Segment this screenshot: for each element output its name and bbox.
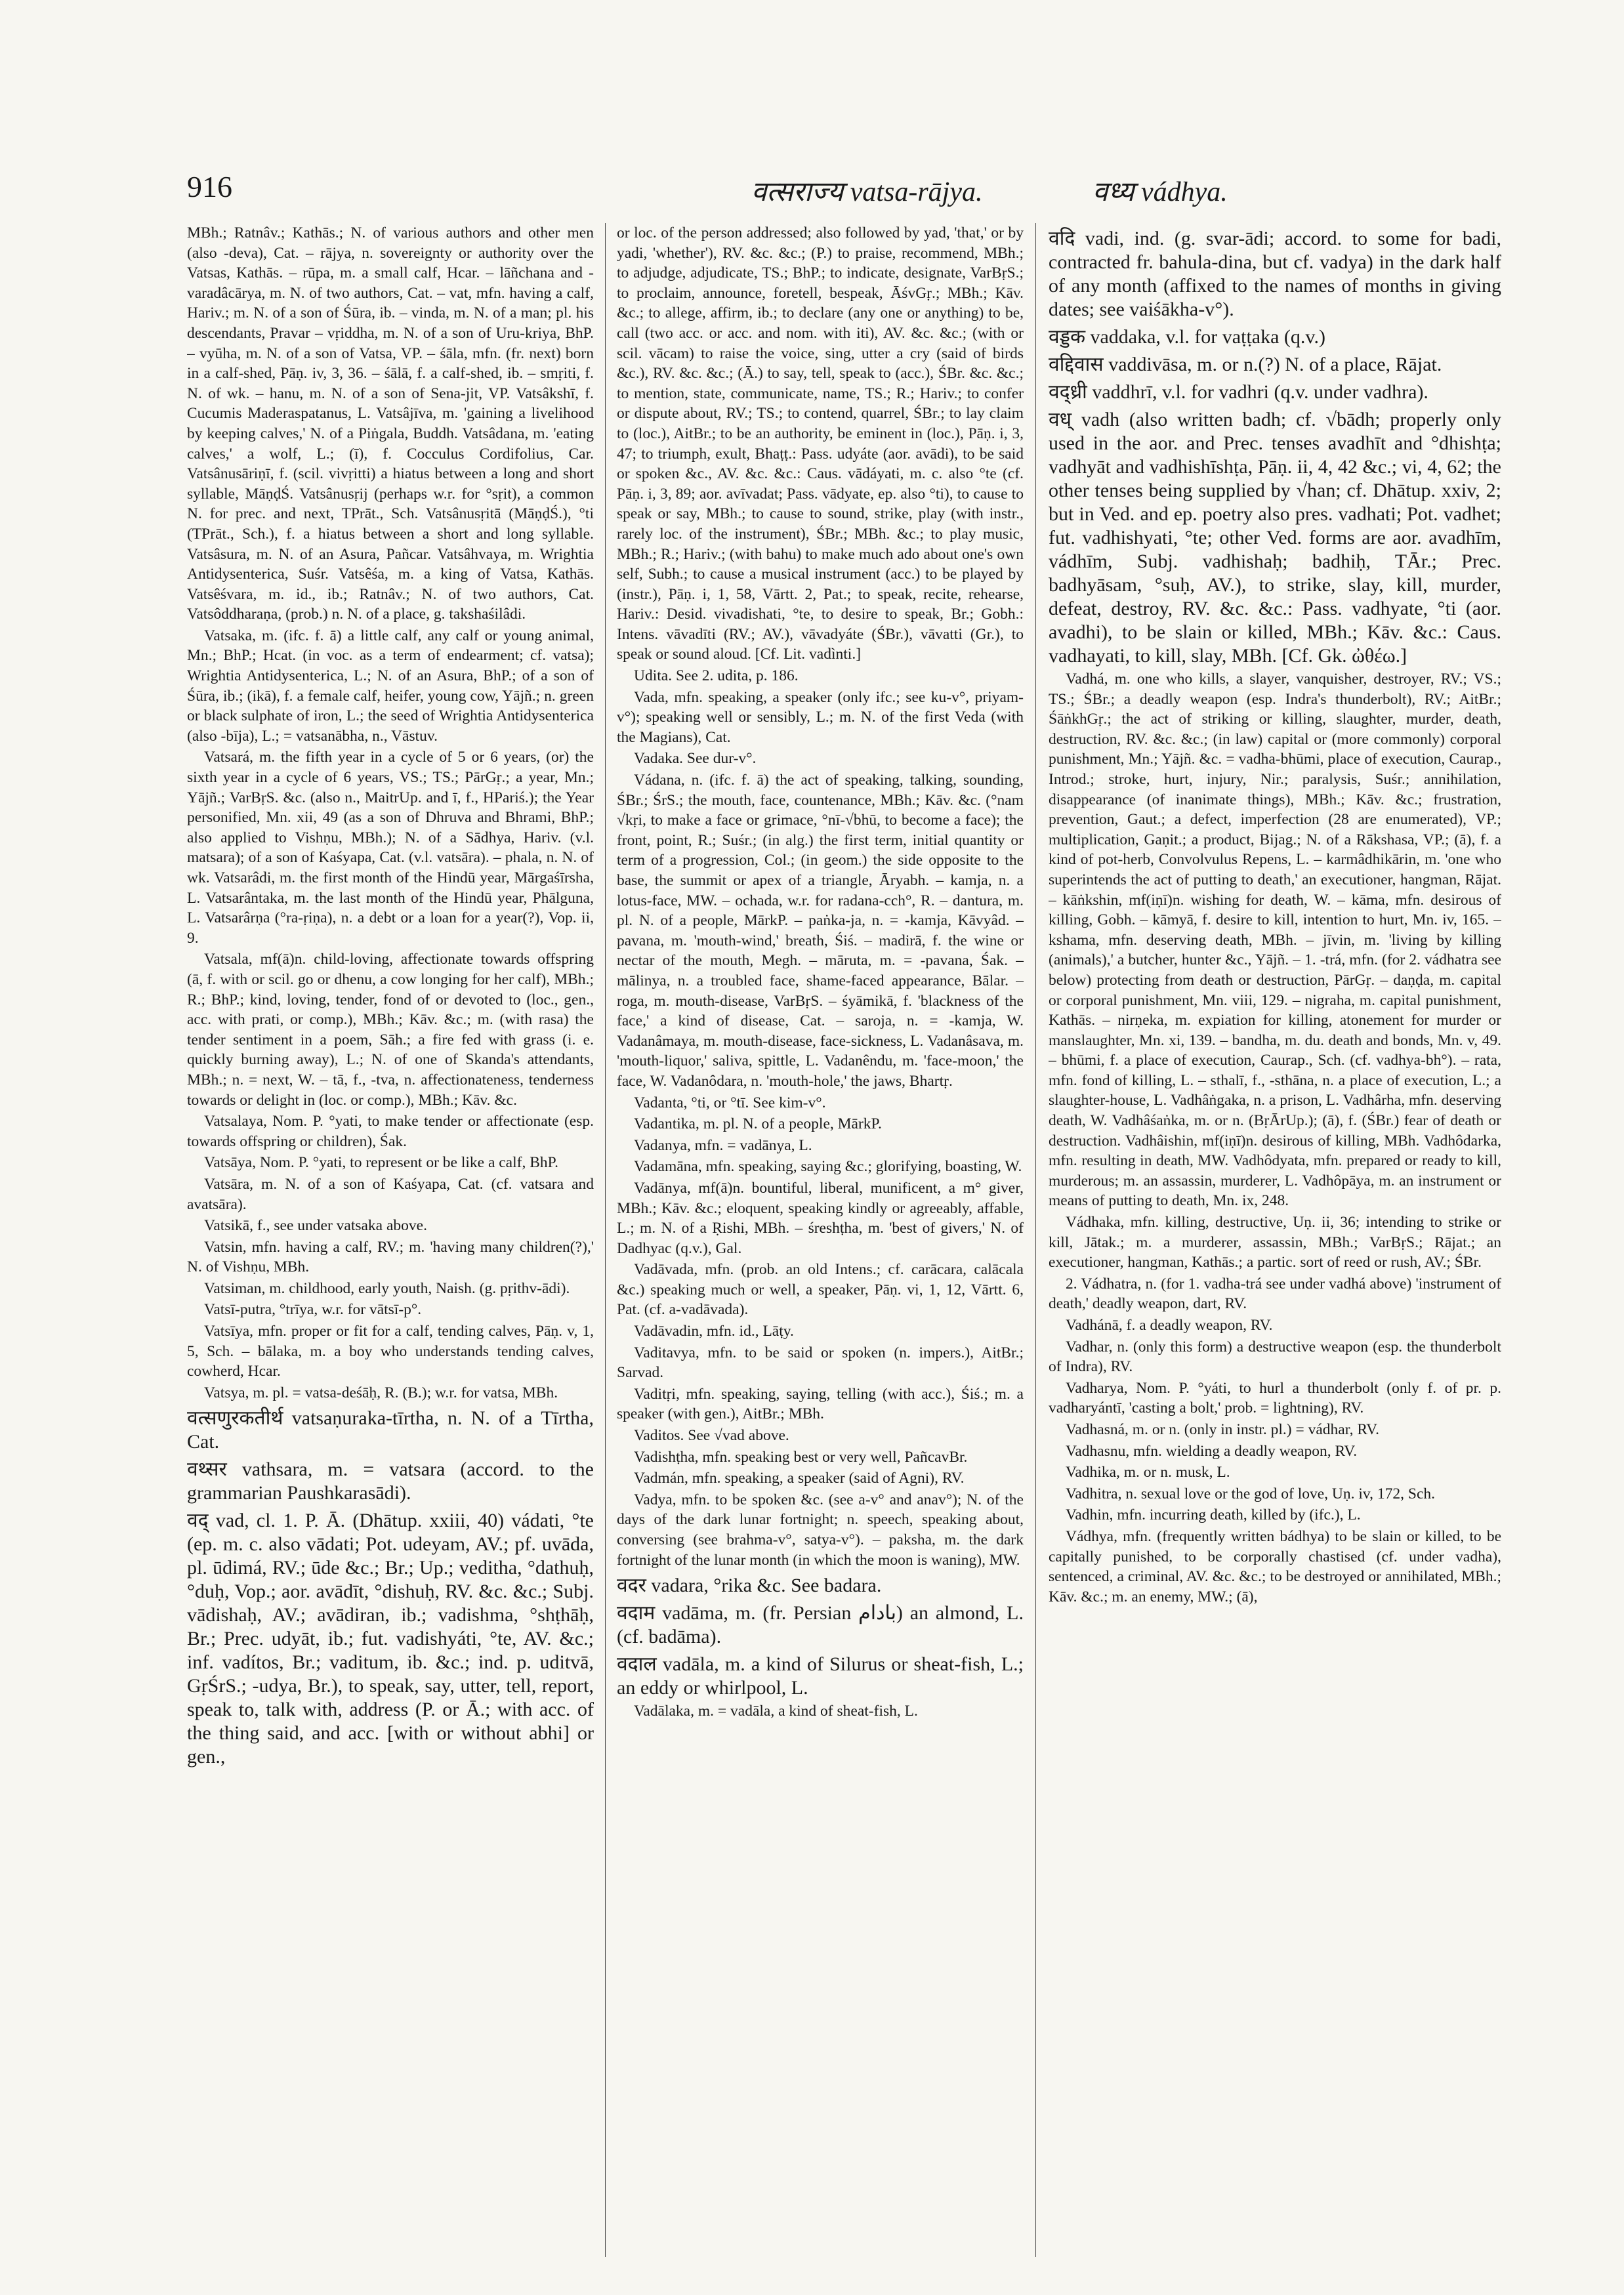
- headword-entry: वदि vadi, ind. (g. svar-ādi; accord. to some for badi, contracted fr. bahula-dina, but cf. vadya) in the dark half of any month (affixed to the names of months in giving dates; see vaiśākha-v°).: [1049, 228, 1501, 320]
- dictionary-entry: Vatsya, m. pl. = vatsa-deśāḥ, R. (B.); w.r. for vatsa, MBh.: [204, 1384, 558, 1401]
- dictionary-entry: Vatsīya, mfn. proper or fit for a calf, tending calves, Pāṇ. v, 1, 5, Sch. – bālaka, m. a boy who understands tending calves, cowherd, Hcar.: [187, 1323, 594, 1380]
- headword-entry: वद्ध्री vaddhrī, v.l. for vadhri (q.v. under vadhra).: [1049, 381, 1428, 403]
- column-divider: [605, 223, 606, 2257]
- dictionary-entry: Vadhitra, n. sexual love or the god of love, Uṇ. iv, 172, Sch.: [1066, 1485, 1436, 1502]
- page-number: 916: [187, 170, 232, 203]
- dictionary-entry: Vatsāya, Nom. P. °yati, to represent or be like a calf, BhP.: [204, 1154, 558, 1172]
- headword-entry: वद्दिवास vaddivāsa, m. or n.(?) N. of a place, Rājat.: [1049, 354, 1442, 375]
- headword-entry: वध् vadh (also written badh; cf. √bādh; properly only used in the aor. and Prec. tenses avadhīt and °dhishṭa; vadhyāt and vadhishīshṭa, Pāṇ. ii, 4, 42 &c.; vi, 4, 62; the other tenses being supplied by √han; cf. Dhātup. xxiv, 2; but in Ved. and ep. poetry also pres. vadhati; Pot. vadhet; fut. vadhishyati, °te; other Ved. forms are aor. avadhīm, vádhīm, Subj. vadhishaḥ; badhiḥ, TĀr.; Prec. badhyāsam, °suḥ, AV.), to strike, slay, kill, murder, defeat, destroy, RV. &c. &c.: Pass. vadhyate, °ti (aor. avadhi), to be slain or killed, MBh.; Kāv. &c.: Caus. vadhayati, to kill, slay, MBh. [Cf. Gk. ὠθέω.]: [1049, 409, 1501, 667]
- dictionary-entry: Vatsalaya, Nom. P. °yati, to make tender or affectionate (esp. towards offspring or children), Śak.: [187, 1113, 594, 1150]
- dictionary-entry: Vadya, mfn. to be spoken &c. (see a-v° and anav°); N. of the days of the dark lunar fortnight; n. speech, speaking about, conversing (see brahma-v°, satya-v°). – paksha, m. the dark fortnight of the lunar month (in which the moon is waning), MW.: [617, 1491, 1024, 1569]
- dictionary-entry: Vadmán, mfn. speaking, a speaker (said of Agni), RV.: [634, 1470, 965, 1487]
- dictionary-entry: Vadishṭha, mfn. speaking best or very well, PañcavBr.: [634, 1448, 968, 1466]
- dictionary-entry: Vadhasná, m. or n. (only in instr. pl.) = vádhar, RV.: [1066, 1420, 1379, 1438]
- dictionary-entry: Vadhika, m. or n. musk, L.: [1066, 1464, 1230, 1481]
- dictionary-entry: Vatsaka, m. (ifc. f. ā) a little calf, any calf or young animal, Mn.; BhP.; Hcat. (in voc. as a term of endearment; cf. vatsa); Wrightia Antidysenterica, L.; N. of an Asura, BhP.; of a son of Śūra, ib.; (ikā), f. a female calf, heifer, young cow, Yājñ.; n. green or black sulphate of iron, L.; the seed of Wrightia Antidysenterica (also -bīja), L.; = vatsanābha, n., Vāstuv.: [187, 627, 594, 745]
- dictionary-entry: Vadhánā, f. a deadly weapon, RV.: [1066, 1317, 1273, 1334]
- dictionary-entry: Vaditṛi, mfn. speaking, saying, telling (with acc.), Śiś.; m. a speaker (with gen.), AitBr.; MBh.: [617, 1385, 1024, 1423]
- dictionary-entry: Vadāvadin, mfn. id., Lāṭy.: [634, 1323, 794, 1340]
- dictionary-entry: Vádana, n. (ifc. f. ā) the act of speaking, talking, sounding, ŚBr.; ŚrS.; the mouth, face, countenance, MBh.; Kāv. &c. (°nam √kṛi, to make a face or grimace, °nī-√bhū, to become a face); the front, point, R.; Suśr.; (in alg.) the first term, initial quantity or term of a progression, Col.; (in geom.) the side opposite to the base, the summit or apex of a triangle, Āryabh. – kamja, n. a lotus-face, MW. – ochada, w.r. for radana-cch°, R. – dantura, m. pl. N. of a people, MārkP. – paṅka-ja, n. = -kamja, Kāvyâd. – pavana, m. 'mouth-wind,' breath, Śiś. – madirā, f. the wine or nectar of the mouth, Megh. – māruta, m. = -pavana, Śak. – mālinya, n. a troubled face, shame-faced appearance, Bālar. – roga, m. mouth-disease, VarBṛS. – śyāmikā, f. 'blackness of the face,' a kind of disease, Cat. – saroja, n. = -kamja, W. Vadanâmaya, m. mouth-disease, face-sickness, L. Vadanâsava, m. 'mouth-liquor,' saliva, spittle, L. Vadanêndu, m. 'face-moon,' the face, W. Vadanôdara, n. 'mouth-hole,' the jaws, Bhartṛ.: [617, 772, 1024, 1090]
- dictionary-entry: Vadhar, n. (only this form) a destructive weapon (esp. the thunderbolt of Indra), RV.: [1049, 1338, 1501, 1376]
- dictionary-entry: Vatsāra, m. N. of a son of Kaśyapa, Cat. (cf. vatsara and avatsāra).: [187, 1175, 594, 1213]
- dictionary-entry: Vadhá, m. one who kills, a slayer, vanquisher, destroyer, RV.; VS.; TS.; ŚBr.; a deadly weapon (esp. Indra's thunderbolt), RV.; AitBr.; ŚāṅkhGṛ.; the act of striking or killing, slaughter, murder, death, destruction, RV. &c. &c.; (in law) capital or (more commonly) corporal punishment, Mn.; Yājñ. &c. = vadha-bhūmi, place of execution, Caurap., Introd.; stroke, hurt, injury, Nir.; paralysis, Suśr.; annihilation, disappearance (of inanimate things), MBh.; Kāv. &c.; frustration, prevention, Gaut.; a defect, imperfection (28 are enumerated), VP.; multiplication, Gaṇit.; a product, Bijag.; N. of a Rākshasa, VP.; (ā), f. a kind of pot-herb, Convolvulus Repens, L. – karmâdhikārin, m. 'one who superintends the act of putting to death,' an executioner, hangman, Rājat. – kāṅkshin, mf(iṇī)n. wishing for death, W. – kāma, mfn. desirous of killing, Gobh. – kāmyā, f. desire to kill, intention to hurt, Mn. iv, 165. – kshama, mfn. deserving death, MBh. – jīvin, m. 'living by killing (animals),' a butcher, hunter &c., Yājñ. – 1. -trá, mfn. (for 2. vádhatra see below) protecting from death or destruction, PārGṛ. – daṇḍa, m. capital or corporal punishment, Mn. viii, 129. – nigraha, m. capital punishment, Kathās. – nirṇeka, m. expiation for killing, atonement for murder or manslaughter, Mn. xi, 139. – bandha, m. du. death and bonds, Mn. v, 49. – bhūmi, f. a place of execution, Caurap., Sch. (cf. vadhya-bh°). – rata, mfn. fond of killing, L. – sthalī, f., -sthāna, n. a place of execution, L.; a slaughter-house, L. Vadhâṅgaka, n. a prison, L. Vadhârha, mfn. deserving death, W. Vadhâśaṅka, m. or n. (BṛĀrUp.); (ā), f. (ŚBr.) fear of death or destruction. Vadhâishin, mf(iṇī)n. desirous of killing, MBh. Vadhôdarka, mfn. resulting in death, MW. Vadhôdyata, mfn. prepared or ready to kill, murderous; m. an assassin, murderer, L. Vadhôpāya, m. an instrument or means of putting to death, Mn. ix, 248.: [1049, 671, 1501, 1210]
- dictionary-entry: Vadhin, mfn. incurring death, killed by (ifc.), L.: [1066, 1506, 1361, 1524]
- dictionary-entry: or loc. of the person addressed; also followed by yad, 'that,' or by yadi, 'whether'), RV. &c. &c.; (P.) to praise, recommend, MBh.; to adjudge, adjudicate, TS.; BhP.; to indicate, designate, VarBṛS.; to proclaim, announce, foretell, bespeak, ĀśvGṛ.; MBh.; Kāv. &c.; to allege, affirm, ib.; to declare (any one or anything) to be, call (two acc. or acc. and nom. with iti), AV. &c. &c.; (with or scil. vācam) to raise the voice, sing, utter a cry (said of birds &c.), RV. &c. &c.; (Ā.) to say, tell, speak to (acc.), ŚBr. &c. &c.; to mention, state, communicate, name, TS.; R.; Hariv.; to confer or dispute about, RV.; TS.; to contend, quarrel, ŚBr.; to lay claim to (loc.), AitBr.; to be an authority, be eminent in (loc.), Pāṇ. i, 3, 47; to triumph, exult, Bhaṭṭ.: Pass. udyáte (aor. avādi), to be said or spoken &c., AV. &c. &c.: Caus. vādáyati, m. c. also °te (cf. Pāṇ. i, 3, 89; aor. avīvadat; Pass. vādyate, ep. also °ti), to cause to speak or say, MBh.; to cause to sound, strike, play (with instr., rarely loc. of the instrument), ŚBr.; MBh. &c.; to play music, MBh.; R.; Hariv.; (with bahu) to make much ado about one's own self, Subh.; to cause a musical instrument (acc.) to be played by (instr.), Pāṇ. i, 1, 58, Vārtt. 2, Pat.; to speak, recite, rehearse, Hariv.: Desid. vivadishati, °te, to desire to speak, Br.; Gobh.: Intens. vāvadīti (RV.; AV.), vāvadyáte (ŚBr.), vāvatti (Gr.), to speak or sound aloud. [Cf. Lit. vadìnti.]: [617, 224, 1024, 663]
- dictionary-entry: Vadānya, mf(ā)n. bountiful, liberal, munificent, a m° giver, MBh.; Kāv. &c.; eloquent, speaking kindly or agreeably, affable, L.; m. N. of a Ṛishi, MBh. – śreshṭha, m. 'best of givers,' N. of Dadhyac (q.v.), Gal.: [617, 1179, 1024, 1257]
- dictionary-entry: 2. Vádhatra, n. (for 1. vadha-trá see under vadhá above) 'instrument of death,' deadly weapon, dart, RV.: [1049, 1275, 1501, 1313]
- page-header: [187, 169, 1493, 215]
- dictionary-entry: Vada, mfn. speaking, a speaker (only ifc.; see ku-v°, priyam-v°); speaking well or sensibly, L.; m. N. of the first Veda (with the Magians), Cat.: [617, 688, 1024, 746]
- dictionary-entry: Vádhaka, mfn. killing, destructive, Uṇ. ii, 36; intending to strike or kill, Jātak.; m. a murderer, assassin, MBh.; VarBṛS.; Rājat.; an executioner, hangman, Kathās.; a partic. sort of reed or rush, AV.; ŚBr.: [1049, 1214, 1501, 1272]
- dictionary-entry: Vatsala, mf(ā)n. child-loving, affectionate towards offspring (ā, f. with or scil. go or dhenu, a cow longing for her calf), MBh.; R.; BhP.; kind, loving, tender, fond of or devoted to (loc., gen., acc. with prati, or comp.), MBh.; Kāv. &c.; m. (with rasa) the tender sentiment in a poem, Sāh.; a fire fed with grass (i. e. quickly burning away), L.; N. of one of Skanda's attendants, MBh.; n. = next, W. – tā, f., -tva, n. affectionateness, tenderness towards or delight in (loc. or comp.), MBh.; Kāv. &c.: [187, 951, 594, 1109]
- dictionary-entry: Vatsará, m. the fifth year in a cycle of 5 or 6 years, (or) the sixth year in a cycle of 6 years, VS.; TS.; PārGṛ.; a year, Mn.; Yājñ.; VarBṛS. &c. (also n., MaitrUp. and ī, f., HPariś.); the Year personified, Mn. xii, 49 (as a son of Dhruva and Bhrami, BhP.; also applied to Vishṇu, MBh.); N. of a Sādhya, Hariv. (v.l. matsara); of a son of Kaśyapa, Cat. (v.l. vatsāra). – phala, n. N. of wk. Vatsarâdi, m. the first month of the Hindū year, Mārgaśīrsha, L. Vatsarântaka, m. the last month of the Hindū year, Phālguna, L. Vatsarârṇa (°ra-ṛiṇa), n. a debt or a loan for a year(?), Vop. ii, 9.: [187, 749, 594, 947]
- dictionary-entry: Vatsikā, f., see under vatsaka above.: [204, 1217, 427, 1235]
- dictionary-entry: Vadamāna, mfn. speaking, saying &c.; glorifying, boasting, W.: [634, 1158, 1022, 1176]
- dictionary-entry: Vadaka. See dur-v°.: [634, 750, 757, 768]
- dictionary-entry: Vadālaka, m. = vadāla, a kind of sheat-fish, L.: [634, 1703, 918, 1720]
- column-left: [187, 223, 594, 2264]
- dictionary-entry: MBh.; Ratnâv.; Kathās.; N. of various authors and other men (also -deva), Cat. – rājya, n. sovereignty or authority over the Vatsas, Kathās. – rūpa, m. a small calf, Hcar. – lāñchana and -varadâcārya, m. N. of two authors, Cat. – vat, mfn. having a calf, Hariv.; m. N. of a son of Śūra, ib. – vinda, m. N. of a man; pl. his descendants, Pravar – vṛiddha, m. N. of a son of Uru-kriya, BhP. – vyūha, m. N. of a son of Vatsa, VP. – śāla, mfn. (fr. next) born in a calf-shed, Pāṇ. iv, 3, 36. – śālā, f. a calf-shed, ib. – smṛiti, f. N. of wk. – hanu, m. N. of a son of Sena-jit, VP. Vatsâkshī, f. Cucumis Maderaspatanus, L. Vatsâjīva, m. 'gaining a livelihood by keeping calves,' N. of a Piṅgala, Buddh. Vatsâdana, m. 'eating calves,' a wolf, L.; (ī), f. Cocculus Cordifolius, Car. Vatsânusāriṇī, f. (scil. vivṛitti) a hiatus between a long and short syllable, MāṇḍŚ. Vatsânusṛij (perhaps w.r. for °sṛit), a common N. for prec. and next, TPrāt., Sch. Vatsânusṛitā (MāṇḍŚ.), °ti (TPrāt., Sch.), f. a hiatus between a short and long syllable. Vatsâsura, m. N. of an Asura, Pañcar. Vatsâhvaya, m. Wrightia Antidysenterica, Suśr. Vatsêśa, m. a king of Vatsa, Kathās. Vatsêśvara, m. id., ib.; Ratnâv.; N. of two authors, Cat. Vatsôddharaṇa, (prob.) n. N. of a place, g. takshaśilâdi.: [187, 224, 594, 623]
- headword-entry: वत्सणुरकतीर्थ vatsaṇuraka-tīrtha, n. N. of a Tīrtha, Cat.: [187, 1407, 594, 1453]
- headword-entry: वथ्सर vathsara, m. = vatsara (accord. to the grammarian Paushkarasādi).: [187, 1458, 594, 1504]
- dictionary-entry: Vadantika, m. pl. N. of a people, MārkP.: [634, 1115, 882, 1133]
- column-divider: [1035, 223, 1036, 2257]
- dictionary-entry: Vatsī-putra, °trīya, w.r. for vātsī-p°.: [204, 1301, 422, 1319]
- dictionary-entry: Vatsiman, m. childhood, early youth, Naish. (g. pṛithv-ādi).: [204, 1279, 570, 1297]
- column-right: [1049, 223, 1501, 2264]
- headword-entry: वड्डक vaddaka, v.l. for vaṭṭaka (q.v.): [1049, 326, 1325, 348]
- dictionary-entry: Udita. See 2. udita, p. 186.: [634, 667, 799, 685]
- dictionary-entry: Vadhasnu, mfn. wielding a deadly weapon, RV.: [1066, 1442, 1358, 1460]
- headword-entry: वदर vadara, °rika &c. See badara.: [617, 1575, 882, 1597]
- column-middle: [617, 223, 1024, 2264]
- dictionary-entry: Vadanya, mfn. = vadānya, L.: [634, 1136, 812, 1154]
- running-head-left: वत्सराज्य vatsa-rājya.: [751, 177, 983, 207]
- dictionary-entry: Vaditavya, mfn. to be said or spoken (n. impers.), AitBr.; Sarvad.: [617, 1344, 1024, 1382]
- dictionary-entry: Vádhya, mfn. (frequently written bádhya) to be slain or killed, to be capitally punished, to be corporally chastised (cf. under vadha), sentenced, a criminal, AV. &c. &c.; to be destroyed or annihilated, MBh.; Kāv. &c.; m. an enemy, MW.; (ā),: [1049, 1527, 1501, 1605]
- headword-entry: वद् vad, cl. 1. P. Ā. (Dhātup. xxiii, 40) vádati, °te (ep. m. c. also vādati; Pot. udeyam, AV.; pf. uvāda, pl. ūdimá, RV.; ūde &c.; Br.; Up.; veditha, °dathuḥ, °duḥ, Vop.; aor. avādīt, °dishuḥ, RV. &c. &c.; Subj. vādishaḥ, AV.; avādiran, ib.; vadishma, °shṭhāḥ, Br.; Prec. udyāt, ib.; fut. vadishyáti, °te, AV. &c.; inf. vadítos, Br.; vaditum, ib. &c.; ind. p. uditvā, GṛŚrS.; -udya, Br.), to speak, say, utter, tell, report, speak to, talk with, address (P. or Ā.; with acc. of the thing said, and acc. [with or without abhi] or gen.,: [187, 1510, 594, 1768]
- headword-entry: वदाल vadāla, m. a kind of Silurus or sheat-fish, L.; an eddy or whirlpool, L.: [617, 1653, 1024, 1699]
- dictionary-entry: Vatsin, mfn. having a calf, RV.; m. 'having many children(?),' N. of Vishṇu, MBh.: [187, 1238, 594, 1276]
- headword-entry: वदाम vadāma, m. (fr. Persian بادام) an almond, L. (cf. badāma).: [617, 1602, 1024, 1648]
- running-head-right: वध्य vádhya.: [1093, 177, 1228, 207]
- dictionary-entry: Vadharya, Nom. P. °yáti, to hurl a thunderbolt (only f. of pr. p. vadharyántī, 'casting a bolt,' prob. = lightning), RV.: [1049, 1379, 1501, 1417]
- dictionary-entry: Vadāvada, mfn. (prob. an old Intens.; cf. carācara, calācala &c.) speaking much or well, a speaker, Pāṇ. vi, 1, 12, Vārtt. 6, Pat. (cf. a-vadāvada).: [617, 1261, 1024, 1319]
- dictionary-entry: Vaditos. See √vad above.: [634, 1427, 789, 1445]
- dictionary-entry: Vadanta, °ti, or °tī. See kim-v°.: [634, 1094, 826, 1111]
